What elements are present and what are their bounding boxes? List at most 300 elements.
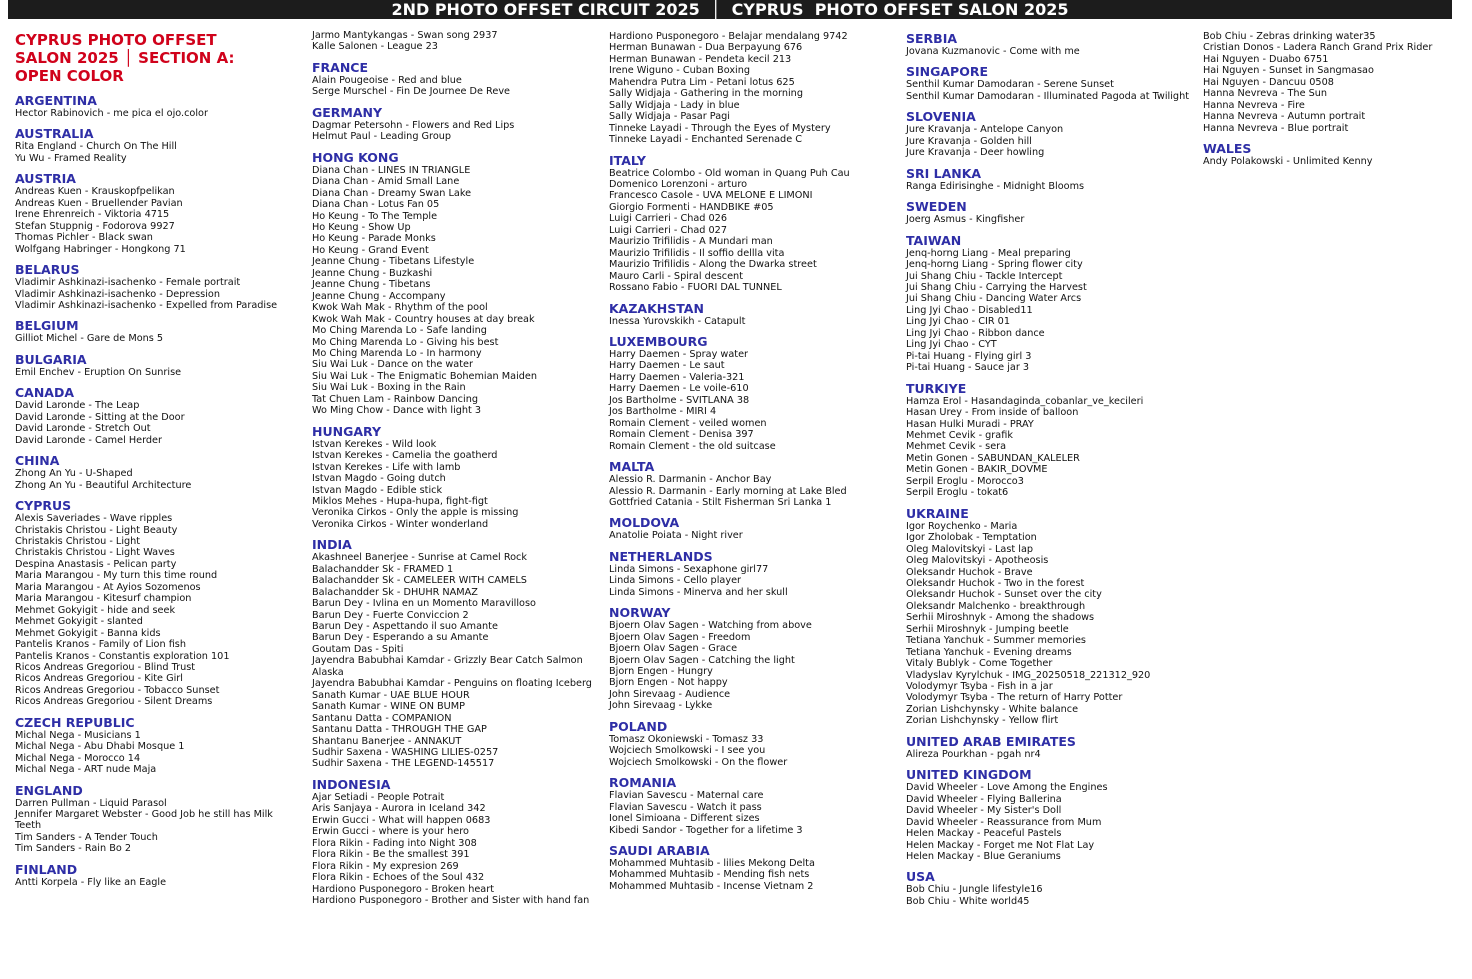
country-block — [15, 318, 300, 344]
entry-line: Oleg Malovitskyi - Last lap — [906, 543, 1034, 555]
entry-line: Hai Nguyen - Dancuu 0508 — [1203, 76, 1334, 88]
entry-line: David Wheeler - My Sister's Doll — [906, 805, 1062, 817]
country-block — [906, 869, 1191, 907]
country-heading: FRANCE — [312, 59, 369, 75]
entry-line: Istvan Kerekes - Life with lamb — [312, 461, 461, 473]
country-heading: SRI LANKA — [906, 165, 982, 181]
country-block — [906, 109, 1191, 158]
entry-line: Michal Nega - Morocco 14 — [15, 752, 141, 764]
entry-line: David Laronde - Stretch Out — [15, 423, 151, 435]
entry-line: Diana Chan - Lotus Fan 05 — [312, 199, 440, 211]
entry-line: Mo Ching Marenda Lo - In harmony — [312, 347, 482, 359]
entry-line: Ricos Andreas Gregoriou - Silent Dreams — [15, 696, 213, 708]
entry-line: Hasan Urey - From inside of balloon — [906, 407, 1079, 419]
entry-line: Siu Wai Luk - Dance on the water — [312, 359, 473, 371]
entry-line: Bjoern Olav Sagen - Catching the light — [609, 654, 795, 666]
entry-line: Mehmet Cevik - grafik — [906, 429, 1013, 441]
entry-line: Ling Jyi Chao - Disabled11 — [906, 304, 1033, 316]
entry-line: Oleksandr Huchok - Brave — [906, 566, 1033, 578]
country-block — [609, 153, 894, 294]
entry-line: Mohammed Muhtasib - Incense Vietnam 2 — [609, 880, 814, 892]
entry-line: Rossano Fabio - FUORI DAL TUNNEL — [609, 282, 782, 294]
entry-line: Wolfgang Habringer - Hongkong 71 — [15, 243, 186, 255]
entry-line: Irene Ehrenreich - Viktoria 4715 — [15, 209, 170, 221]
entry-line: Jeanne Chung - Tibetans Lifestyle — [312, 256, 475, 268]
entry-line: Hardiono Pusponegoro - Broken heart — [312, 883, 495, 895]
entry-line: Luigi Carrieri - Chad 026 — [609, 213, 728, 225]
entry-line: Oleg Malovitskyi - Apotheosis — [906, 555, 1049, 567]
country-block — [906, 64, 1191, 102]
entry-line: Harry Daemen - Le saut — [609, 360, 725, 372]
country-block — [15, 126, 300, 164]
entry-line: Hai Nguyen - Sunset in Sangmasao — [1203, 65, 1374, 77]
entry-line: Bob Chiu - Zebras drinking water35 — [1203, 31, 1376, 42]
entry-line: Jeanne Chung - Accompany — [312, 290, 446, 302]
country-block — [312, 150, 597, 417]
country-block — [15, 385, 300, 446]
entry-line: Oleksandr Malchenko - breakthrough — [906, 600, 1086, 612]
entry-line: Joerg Asmus - Kingfisher — [906, 214, 1025, 226]
country-block — [15, 715, 300, 776]
country-heading: CHINA — [15, 453, 60, 469]
entry-line: Wojciech Smolkowski - On the flower — [609, 756, 788, 768]
entry-line: Igor Zholobak - Temptation — [906, 532, 1037, 544]
entry-line: Ho Keung - Show Up — [312, 221, 411, 233]
country-block — [609, 549, 894, 598]
entry-line: Istvan Kerekes - Camelia the goatherd — [312, 450, 498, 462]
entry-line: Maurizio Trifilidis - A Mundari man — [609, 236, 773, 248]
entry-line: Serge Murschel - Fin De Journee De Reve — [312, 86, 511, 98]
page-banner: 2ND PHOTO OFFSET CIRCUIT 2025 │ CYPRUS PHOTO OFFSET SALON 2025 — [8, 0, 1452, 19]
entry-line: Balachandder Sk - FRAMED 1 — [312, 563, 454, 575]
entry-line: Romain Clement - Denisa 397 — [609, 429, 754, 441]
country-heading: ROMANIA — [609, 775, 677, 791]
entry-line: Christakis Christou - Light Beauty — [15, 524, 178, 536]
country-block — [15, 453, 300, 491]
entry-line: Helen Mackay - Peaceful Pastels — [906, 828, 1062, 840]
column-5 — [1203, 31, 1472, 175]
entry-line: Alireza Pourkhan - pgah nr4 — [906, 748, 1041, 760]
country-block — [906, 381, 1191, 499]
entry-line: Vladimir Ashkinazi-isachenko - Expelled from Paradise — [15, 299, 278, 311]
entry-line: Harry Daemen - Spray water — [609, 348, 749, 360]
entry-line: Luigi Carrieri - Chad 027 — [609, 224, 728, 236]
entry-line: Rita England - Church On The Hill — [15, 141, 177, 153]
entry-line: Jure Kravanja - Antelope Canyon — [906, 124, 1064, 136]
entry-line: David Laronde - Camel Herder — [15, 434, 163, 446]
country-heading: NORWAY — [609, 605, 671, 621]
entry-line: Barun Dey - Esperando a su Amante — [312, 632, 489, 644]
entry-line: Tinneke Layadi - Through the Eyes of Mystery — [609, 122, 831, 134]
entry-line: Diana Chan - Amid Small Lane — [312, 176, 460, 188]
country-block — [312, 60, 597, 98]
country-heading: MALTA — [609, 459, 655, 475]
entry-line: Volodymyr Tsyba - Fish in a jar — [906, 681, 1053, 693]
entry-line: Jure Kravanja - Deer howling — [906, 147, 1045, 159]
country-block — [906, 166, 1191, 192]
country-heading: INDONESIA — [312, 776, 391, 792]
country-block — [609, 605, 894, 712]
entry-line: Flora Rikin - Fading into Night 308 — [312, 837, 477, 849]
country-block — [609, 775, 894, 836]
entry-line: Pantelis Kranos - Constantis exploration 101 — [15, 650, 230, 662]
entry-line: Tomasz Okoniewski - Tomasz 33 — [609, 733, 764, 745]
entry-line: Alexis Saveriades - Wave ripples — [15, 513, 173, 525]
entry-line: Linda Simons - Minerva and her skull — [609, 586, 788, 598]
entry-line: Despina Anastasis - Pelican party — [15, 558, 177, 570]
country-block — [15, 171, 300, 255]
country-block — [906, 767, 1191, 862]
entry-line: Jenq-horng Liang - Spring flower city — [906, 259, 1083, 271]
country-list — [312, 60, 597, 907]
country-block — [312, 537, 597, 770]
entry-line: Maria Marangou - Kitesurf champion — [15, 593, 192, 605]
entry-line: Bob Chiu - Jungle lifestyle16 — [906, 884, 1043, 896]
entry-line: Jui Shang Chiu - Tackle Intercept — [906, 270, 1063, 282]
country-heading: MOLDOVA — [609, 515, 680, 531]
country-heading: KAZAKHSTAN — [609, 300, 704, 316]
country-heading: UNITED ARAB EMIRATES — [906, 733, 1076, 749]
entry-line: Jennifer Margaret Webster - Good Job he still has Milk Teeth — [15, 809, 273, 832]
continued-entries — [1203, 31, 1472, 134]
entry-line: Pi-tai Huang - Sauce jar 3 — [906, 362, 1030, 374]
entry-line: Tat Chuen Lam - Rainbow Dancing — [312, 393, 478, 405]
entry-line: Domenico Lorenzoni - arturo — [609, 178, 748, 190]
entry-line: Mehmet Gokyigit - hide and seek — [15, 604, 176, 616]
entry-line: Zorian Lishchynsky - Yellow flirt — [906, 715, 1059, 727]
entry-line: Jeanne Chung - Tibetans — [312, 279, 431, 291]
country-heading: UNITED KINGDOM — [906, 767, 1032, 783]
entry-line: Hanna Nevreva - Autumn portrait — [1203, 111, 1366, 123]
entry-line: Jos Bartholme - MIRI 4 — [609, 406, 717, 418]
country-heading: BELARUS — [15, 262, 80, 278]
entry-line: Mahendra Putra Lim - Petani lotus 625 — [609, 76, 795, 88]
entry-line: Siu Wai Luk - The Enigmatic Bohemian Maiden — [312, 370, 538, 382]
continued-entries — [312, 30, 597, 53]
entry-line: Santanu Datta - COMPANION — [312, 712, 452, 724]
entry-line: Flavian Savescu - Maternal care — [609, 790, 764, 802]
entry-line: Istvan Magdo - Edible stick — [312, 484, 443, 496]
entry-line: Herman Bunawan - Dua Berpayung 676 — [609, 42, 803, 54]
country-list — [906, 31, 1191, 907]
entry-line: Harry Daemen - Valeria-321 — [609, 371, 745, 383]
entry-line: Veronika Cirkos - Only the apple is missing — [312, 507, 519, 519]
entry-line: David Laronde - Sitting at the Door — [15, 411, 185, 423]
entry-line: Kalle Salonen - League 23 — [312, 41, 438, 53]
entry-line: Christakis Christou - Light Waves — [15, 547, 175, 559]
entry-line: Siu Wai Luk - Boxing in the Rain — [312, 382, 466, 394]
country-heading: AUSTRALIA — [15, 126, 94, 142]
entry-line: Metin Gonen - SABUNDAN_KALELER — [906, 452, 1080, 464]
entry-line: Gottfried Catania - Stilt Fisherman Sri Lanka 1 — [609, 496, 832, 508]
country-heading: SERBIA — [906, 31, 958, 46]
entry-line: Tetiana Yanchuk - Evening dreams — [906, 646, 1072, 658]
country-heading: SWEDEN — [906, 199, 967, 215]
entry-line: David Wheeler - Love Among the Engines — [906, 782, 1108, 794]
entry-line: Ajar Setiadi - People Potrait — [312, 791, 445, 803]
entry-line: Vladimir Ashkinazi-isachenko - Depression — [15, 288, 220, 300]
country-heading: TAIWAN — [906, 232, 962, 248]
entry-line: Jeanne Chung - Buzkashi — [312, 267, 433, 279]
entry-line: Maurizio Trifilidis - Along the Dwarka street — [609, 259, 817, 271]
entry-line: Ricos Andreas Gregoriou - Blind Trust — [15, 661, 196, 673]
entry-line: Ling Jyi Chao - CYT — [906, 339, 997, 351]
entry-line: Mehmet Cevik - sera — [906, 441, 1007, 453]
entry-line: David Laronde - The Leap — [15, 400, 140, 412]
country-heading: CZECH REPUBLIC — [15, 714, 135, 730]
entry-line: Linda Simons - Cello player — [609, 575, 742, 587]
country-heading: POLAND — [609, 718, 668, 734]
entry-line: Anatolie Poiata - Night river — [609, 530, 743, 542]
entry-line: Flora Rikin - Be the smallest 391 — [312, 849, 470, 861]
entry-line: Alessio R. Darmanin - Anchor Bay — [609, 474, 772, 486]
country-list — [1203, 141, 1472, 167]
country-list — [609, 153, 894, 893]
country-block — [1203, 141, 1472, 167]
entry-line: Barun Dey - Ivlina en un Momento Maravilloso — [312, 598, 536, 610]
entry-line: Hasan Hulki Muradi - PRAY — [906, 418, 1034, 430]
country-heading: SINGAPORE — [906, 64, 989, 80]
country-block — [609, 459, 894, 508]
entry-line: Ricos Andreas Gregoriou - Kite Girl — [15, 673, 183, 685]
entry-line: Darren Pullman - Liquid Parasol — [15, 797, 167, 809]
country-block — [609, 301, 894, 327]
country-heading: ITALY — [609, 152, 646, 168]
entry-line: Oleksandr Huchok - Two in the forest — [906, 577, 1085, 589]
country-block — [15, 862, 300, 888]
country-block — [609, 843, 894, 892]
entry-line: Jarmo Mantykangas - Swan song 2937 — [312, 30, 498, 41]
country-block — [906, 734, 1191, 760]
country-heading: TURKIYE — [906, 380, 967, 396]
entry-line: Gilliot Michel - Gare de Mons 5 — [15, 333, 164, 345]
entry-line: Barun Dey - Fuerte Conviccion 2 — [312, 609, 469, 621]
entry-line: Pantelis Kranos - Family of Lion fish — [15, 639, 186, 651]
entry-line: John Sirevaag - Lykke — [609, 700, 713, 712]
column-1 — [15, 31, 300, 895]
entry-line: Bjorn Engen - Hungry — [609, 666, 713, 678]
entry-line: Zhong An Yu - Beautiful Architecture — [15, 479, 192, 491]
entry-line: Hardiono Pusponegoro - Belajar mendalang 9742 — [609, 31, 848, 42]
entry-line: Jenq-horng Liang - Meal preparing — [906, 247, 1071, 259]
entry-line: Herman Bunawan - Pendeta kecil 213 — [609, 53, 792, 65]
entry-line: Tetiana Yanchuk - Summer memories — [906, 635, 1086, 647]
entry-line: Sanath Kumar - WINE ON BUMP — [312, 701, 465, 713]
section-title: CYPRUS PHOTO OFFSET SALON 2025 │ SECTION A: OPEN COLOR — [15, 31, 235, 85]
entry-line: Flavian Savescu - Watch it pass — [609, 801, 762, 813]
country-heading: USA — [906, 869, 935, 885]
entry-line: David Wheeler - Reassurance from Mum — [906, 816, 1102, 828]
country-block — [312, 424, 597, 531]
country-heading: HUNGARY — [312, 423, 382, 439]
entry-line: Serhii Miroshnyk - Jumping beetle — [906, 623, 1069, 635]
entry-line: Maurizio Trifilidis - Il soffio dellla vita — [609, 247, 785, 259]
entry-line: Serpil Eroglu - Morocco3 — [906, 475, 1024, 487]
entry-line: Maria Marangou - At Ayios Sozomenos — [15, 581, 201, 593]
entry-line: Jui Shang Chiu - Dancing Water Arcs — [906, 293, 1082, 305]
country-block — [15, 262, 300, 311]
country-block — [906, 31, 1191, 57]
entry-line: Sudhir Saxena - THE LEGEND-145517 — [312, 758, 495, 770]
country-heading: UKRAINE — [906, 505, 969, 521]
entry-line: Alessio R. Darmanin - Early morning at Lake Bled — [609, 485, 847, 497]
entry-line: Sally Widjaja - Gathering in the morning — [609, 88, 803, 100]
entry-line: Beatrice Colombo - Old woman in Quang Puh Cau — [609, 167, 850, 179]
country-heading: ARGENTINA — [15, 93, 97, 108]
entry-line: Erwin Gucci - where is your hero — [312, 826, 469, 838]
entry-line: Vitaly Bublyk - Come Together — [906, 658, 1053, 670]
entry-line: Jovana Kuzmanovic - Come with me — [906, 46, 1080, 57]
entry-line: Ling Jyi Chao - CIR 01 — [906, 316, 1010, 328]
entry-line: Flora Rikin - Echoes of the Soul 432 — [312, 872, 485, 884]
entry-line: Irene Wiguno - Cuban Boxing — [609, 65, 751, 77]
entry-line: Michal Nega - Abu Dhabi Mosque 1 — [15, 741, 185, 753]
entry-line: Kibedi Sandor - Together for a lifetime 3 — [609, 824, 803, 836]
entry-line: Sanath Kumar - UAE BLUE HOUR — [312, 689, 470, 701]
country-heading: INDIA — [312, 537, 352, 553]
entry-line: Francesco Casole - UVA MELONE E LIMONI — [609, 190, 813, 202]
entry-line: Zhong An Yu - U-Shaped — [15, 468, 133, 480]
country-block — [312, 777, 597, 907]
entry-line: Mohammed Muhtasib - Mending fish nets — [609, 869, 810, 881]
entry-line: Aris Sanjaya - Aurora in Iceland 342 — [312, 803, 486, 815]
entry-line: Istvan Magdo - Going dutch — [312, 473, 446, 485]
entry-line: Jayendra Babubhai Kamdar - Penguins on floating Iceberg — [312, 678, 592, 690]
country-block — [609, 334, 894, 452]
country-block — [312, 105, 597, 143]
country-heading: GERMANY — [312, 104, 383, 120]
entry-line: Bjorn Engen - Not happy — [609, 677, 728, 689]
entry-line: Ho Keung - Grand Event — [312, 244, 429, 256]
entry-line: Harry Daemen - Le voile-610 — [609, 383, 749, 395]
entry-line: Wo Ming Chow - Dance with light 3 — [312, 405, 482, 417]
entry-line: Wojciech Smolkowski - I see you — [609, 745, 766, 757]
country-heading: WALES — [1203, 141, 1252, 157]
country-block — [609, 719, 894, 768]
entry-line: Giorgio Formenti - HANDBIKE #05 — [609, 201, 774, 213]
country-block — [906, 506, 1191, 727]
entry-line: Andreas Kuen - Bruellender Pavian — [15, 197, 183, 209]
country-heading: SLOVENIA — [906, 109, 976, 125]
entry-line: Inessa Yurovskikh - Catapult — [609, 315, 746, 327]
column-3 — [609, 31, 894, 899]
entry-line: Hamza Erol - Hasandaginda_cobanlar_ve_kecileri — [906, 395, 1144, 407]
entry-line: Ranga Edirisinghe - Midnight Blooms — [906, 180, 1085, 192]
entry-line: Romain Clement - veiled women — [609, 417, 767, 429]
entry-line: Bob Chiu - White world45 — [906, 895, 1030, 907]
entry-line: Igor Roychenko - Maria — [906, 520, 1018, 532]
entry-line: Bjoern Olav Sagen - Freedom — [609, 631, 751, 643]
entry-line: Jos Bartholme - SVITLANA 38 — [609, 394, 750, 406]
entry-line: Zorian Lishchynsky - White balance — [906, 703, 1079, 715]
country-heading: NETHERLANDS — [609, 548, 713, 564]
entry-line: Bjoern Olav Sagen - Watching from above — [609, 620, 812, 632]
entry-line: Hardiono Pusponegoro - Brother and Sister with hand fan — [312, 895, 590, 906]
entry-line: Mauro Carli - Spiral descent — [609, 270, 743, 282]
entry-line: Michal Nega - ART nude Maja — [15, 764, 157, 776]
entry-line: Akashneel Banerjee - Sunrise at Camel Rock — [312, 552, 527, 564]
continued-entries — [609, 31, 894, 146]
country-heading: BULGARIA — [15, 351, 87, 367]
entry-line: Tim Sanders - A Tender Touch — [15, 831, 158, 843]
entry-line: Jui Shang Chiu - Carrying the Harvest — [906, 281, 1087, 293]
entry-line: Jure Kravanja - Golden hill — [906, 135, 1032, 147]
entry-line: Flora Rikin - My expresion 269 — [312, 860, 459, 872]
entry-line: Balachandder Sk - DHUHR NAMAZ — [312, 586, 478, 598]
entry-line: Balachandder Sk - CAMELEER WITH CAMELS — [312, 575, 527, 587]
country-block — [15, 352, 300, 378]
entry-line: Tim Sanders - Rain Bo 2 — [15, 843, 132, 855]
entry-line: Serpil Eroglu - tokat6 — [906, 487, 1009, 499]
entry-line: Helen Mackay - Forget me Not Flat Lay — [906, 839, 1095, 851]
entry-line: Istvan Kerekes - Wild look — [312, 438, 437, 450]
entry-line: Hector Rabinovich - me pica el ojo.color — [15, 108, 208, 119]
entry-line: Stefan Stuppnig - Fodorova 9927 — [15, 220, 175, 232]
entry-line: Sally Widjaja - Lady in blue — [609, 99, 740, 111]
country-heading: HONG KONG — [312, 149, 399, 165]
entry-line: Senthil Kumar Damodaran - Serene Sunset — [906, 79, 1114, 91]
entry-line: Pi-tai Huang - Flying girl 3 — [906, 350, 1032, 362]
country-list — [15, 93, 300, 888]
entry-line: Shantanu Banerjee - ANNAKUT — [312, 735, 462, 747]
entry-line: Tinneke Layadi - Enchanted Serenade C — [609, 134, 803, 146]
entry-line: Hanna Nevreva - The Sun — [1203, 88, 1328, 100]
entry-line: Jayendra Babubhai Kamdar - Grizzly Bear Catch Salmon Alaska — [312, 655, 583, 678]
entry-line: Volodymyr Tsyba - The return of Harry Potter — [906, 692, 1123, 704]
country-heading: CANADA — [15, 385, 75, 401]
entry-line: Helmut Paul - Leading Group — [312, 131, 452, 143]
entry-line: Ionel Simioana - Different sizes — [609, 813, 760, 825]
entry-line: Cristian Donos - Ladera Ranch Grand Prix Rider — [1203, 42, 1433, 54]
entry-line: Andreas Kuen - Krauskopfpelikan — [15, 186, 175, 198]
entry-line: Veronika Cirkos - Winter wonderland — [312, 518, 489, 530]
entry-line: Ho Keung - To The Temple — [312, 210, 438, 222]
entry-line: Mo Ching Marenda Lo - Giving his best — [312, 336, 499, 348]
entry-line: Metin Gonen - BAKIR_DOVME — [906, 464, 1048, 476]
entry-line: Linda Simons - Sexaphone girl77 — [609, 563, 769, 575]
entry-line: Mehmet Gokyigit - Banna kids — [15, 627, 161, 639]
entry-line: Maria Marangou - My turn this time round — [15, 570, 218, 582]
entry-line: Mohammed Muhtasib - lilies Mekong Delta — [609, 858, 815, 870]
entry-line: Vladimir Ashkinazi-isachenko - Female portrait — [15, 277, 241, 289]
country-block — [906, 233, 1191, 374]
entry-line: Emil Enchev - Eruption On Sunrise — [15, 366, 182, 378]
entry-line: Alain Pougeoise - Red and blue — [312, 74, 462, 86]
entry-line: Helen Mackay - Blue Geraniums — [906, 851, 1061, 863]
entry-line: Kwok Wah Mak - Rhythm of the pool — [312, 302, 488, 314]
entry-line: David Wheeler - Flying Ballerina — [906, 793, 1062, 805]
entry-line: Diana Chan - Dreamy Swan Lake — [312, 187, 472, 199]
entry-line: Ho Keung - Parade Monks — [312, 233, 436, 245]
country-heading: BELGIUM — [15, 318, 79, 334]
column-4 — [906, 31, 1191, 914]
entry-line: Mehmet Gokyigit - slanted — [15, 616, 143, 628]
entry-line: Romain Clement - the old suitcase — [609, 440, 776, 452]
entry-line: Michal Nega - Musicians 1 — [15, 729, 141, 741]
entry-line: Sudhir Saxena - WASHING LILIES-0257 — [312, 747, 499, 759]
entry-line: Miklos Mehes - Hupa-hupa, fight-figt — [312, 495, 488, 507]
entry-line: Thomas Pichler - Black swan — [15, 232, 153, 244]
entry-line: Kwok Wah Mak - Country houses at day break — [312, 313, 535, 325]
entry-line: Ling Jyi Chao - Ribbon dance — [906, 327, 1045, 339]
entry-line: Dagmar Petersohn - Flowers and Red Lips — [312, 119, 515, 131]
entry-line: Bjoern Olav Sagen - Grace — [609, 643, 738, 655]
country-block — [15, 498, 300, 708]
entry-line: Serhii Miroshnyk - Among the shadows — [906, 612, 1095, 624]
column-2 — [312, 30, 597, 913]
entry-line: Hanna Nevreva - Blue portrait — [1203, 122, 1349, 134]
country-block — [906, 199, 1191, 225]
